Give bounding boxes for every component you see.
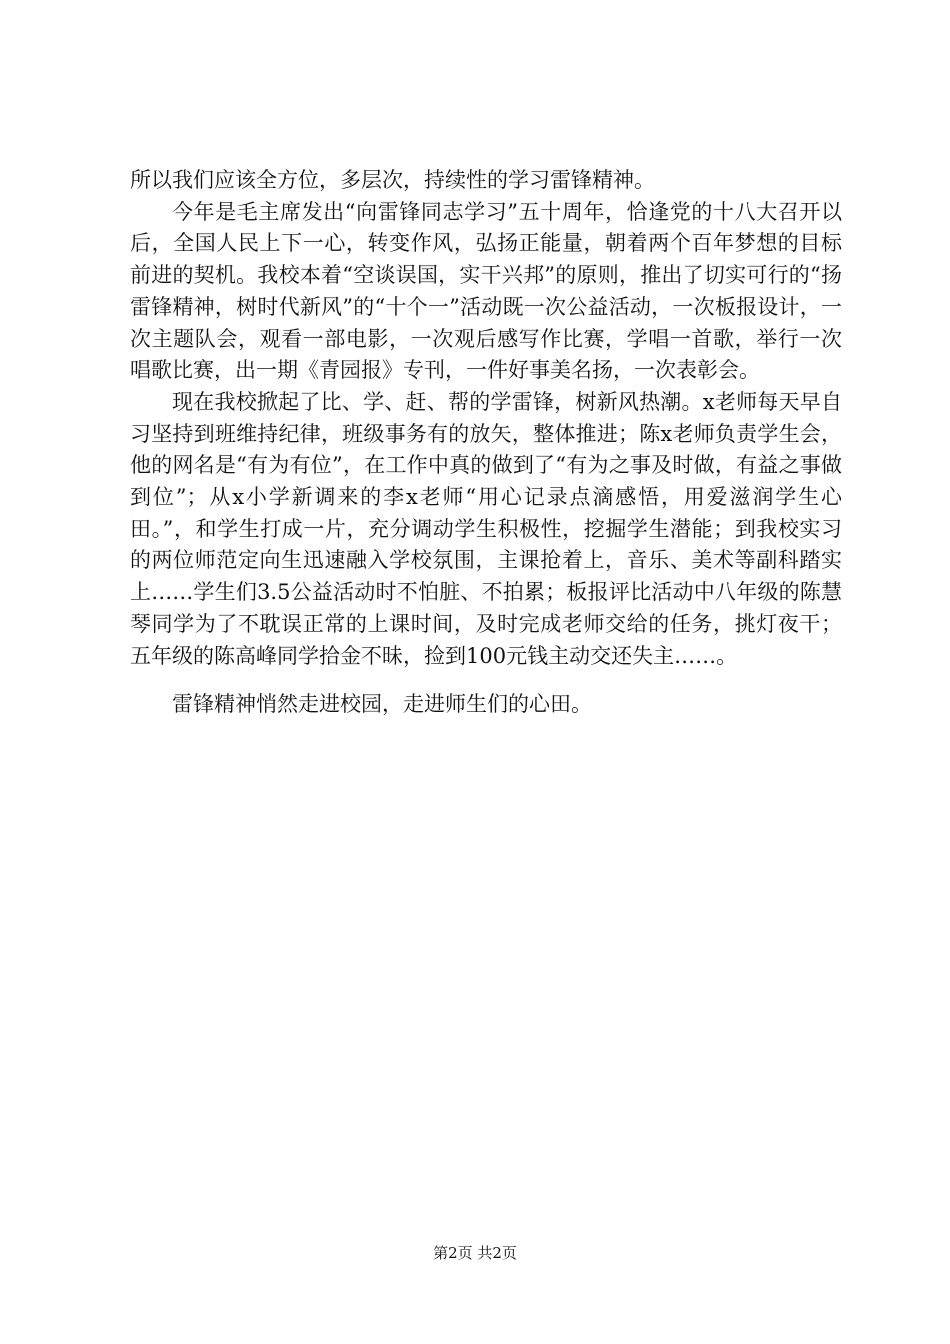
document-body — [130, 165, 842, 721]
paragraph-school-examples: 现在我校掀起了比、学、赶、帮的学雷锋，树新风热潮。x老师每天早自习坚持到班维持纪律，班级事务有的放矢，整体推进；陈x老师负责学生会，他的网名是“有为有位”，在工作中真的做到了“有为之事及时做，有益之事做到位”；从x小学新调来的李x老师“用心记录点滴感悟，用爱滋润学生心田。”，和学生打成一片，充分调动学生积极性，挖掘学生潜能；到我校实习的两位师范定向生迅速融入学校氛围，主课抢着上，音乐、美术等副科踏实上……学生们3.5公益活动时不怕脏、不拍累；板报评比活动中八年级的陈慧琴同学为了不耽误正常的上课时间，及时完成老师交给的任务，挑灯夜干；五年级的陈高峰同学拾金不昧，捡到100元钱主动交还失主……。 — [130, 389, 842, 668]
paragraph-anniversary-activities: 今年是毛主席发出“向雷锋同志学习”五十周年，恰逢党的十八大召开以后，全国人民上下一心，转变作风，弘扬正能量，朝着两个百年梦想的目标前进的契机。我校本着“空谈误国，实干兴邦”的原则，推出了切实可行的“扬雷锋精神，树时代新风”的“十个一”活动既一次公益活动，一次板报设计，一次主题队会，观看一部电影，一次观后感写作比赛，学唱一首歌，举行一次唱歌比赛，出一期《青园报》专刊，一件好事美名扬，一次表彰会。 — [130, 199, 842, 383]
paragraph-conclusion: 雷锋精神悄然走进校园，走进师生们的心田。 — [172, 692, 592, 717]
paragraph-continuation: 所以我们应该全方位，多层次，持续性的学习雷锋精神。 — [130, 168, 655, 192]
page-number-footer: 第2页 共2页 — [433, 1244, 517, 1262]
